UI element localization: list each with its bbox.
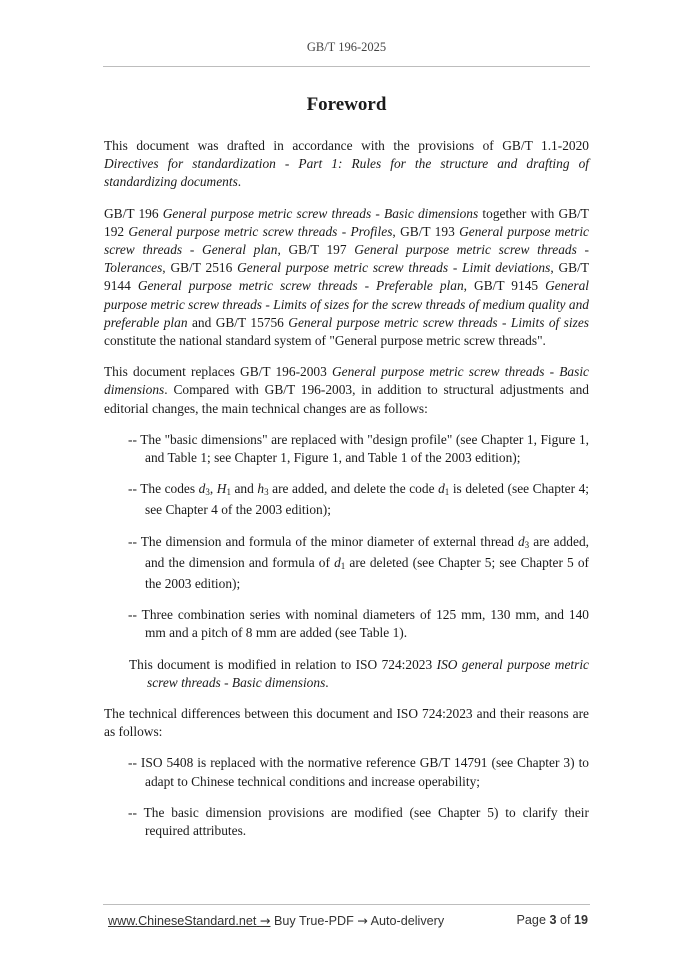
- text-run: This document replaces GB/T 196-2003: [104, 364, 332, 380]
- symbol-d: d: [438, 481, 445, 497]
- arrow-right-icon: →: [259, 913, 271, 928]
- text-run: constitute the national standard system of "General purpose metric screw threads".: [104, 333, 546, 349]
- italic-title: General purpose metric screw threads - Limits of sizes for the screw threads of medium quality and preferable plan: [104, 278, 589, 330]
- italic-title: Directives for standardization - Part 1: Rules for the structure and drafting of standardizing documents: [104, 156, 589, 190]
- italic-title: General purpose metric screw threads - General plan: [104, 223, 590, 258]
- site-link[interactable]: [108, 914, 270, 928]
- site-link-text: www.ChineseStandard.net: [108, 914, 257, 928]
- text-run: is deleted (see Chapter 4; see Chapter 4 of the 2003 edition);: [145, 481, 590, 518]
- italic-title: General purpose metric screw threads - Profiles: [128, 223, 393, 239]
- subscript: 1: [340, 560, 346, 571]
- paragraph-replaces: [104, 363, 589, 418]
- header-doc-code: GB/T 196-2025: [306, 40, 387, 54]
- text-run: are added, and delete the code: [268, 481, 439, 497]
- text-run: together with GB/T 192: [104, 205, 589, 239]
- buy-text: Buy True-PDF: [270, 914, 358, 928]
- document-body: [104, 137, 589, 853]
- symbol-d: d: [198, 481, 206, 497]
- page-title: Foreword: [306, 94, 387, 115]
- italic-title: General purpose metric screw threads - Limits of sizes: [288, 314, 589, 330]
- text-run: GB/T 196: [104, 205, 163, 221]
- italic-title: ISO general purpose metric screw threads - Basic dimensions: [147, 656, 589, 690]
- italic-title: General purpose metric screw threads - Preferable plan: [137, 278, 464, 294]
- subscript: 3: [205, 487, 210, 498]
- italic-title: General purpose metric screw threads - Basic dimensions: [104, 364, 589, 398]
- change-item-design-profile: -- The "basic dimensions" are replaced with "design profile" (see Chapter 1, Figure 1, and Table 1; see Chapter 1, Figure 1, and Table 1 of the 2003 edition);: [128, 431, 589, 466]
- page-number: 3: [549, 913, 557, 927]
- text-run: ,: [209, 481, 217, 497]
- arrow-right-icon: →: [357, 913, 368, 928]
- paragraph-modified-relation: [129, 656, 589, 692]
- symbol-H: H: [216, 481, 227, 497]
- of-label: of: [559, 913, 571, 927]
- subscript: 1: [444, 487, 450, 498]
- subscript: 1: [226, 487, 231, 498]
- symbol-h: h: [257, 481, 265, 497]
- text-run: are deleted (see Chapter 5; see Chapter 5 of the 2003 edition);: [145, 554, 589, 592]
- italic-title: General purpose metric screw threads - Basic dimensions: [162, 205, 479, 221]
- text-run: .: [325, 674, 329, 690]
- text-run: . Compared with GB/T 196-2003, in addition to structural adjustments and editorial changes, the main technical changes are as follows:: [104, 382, 589, 416]
- italic-title: General purpose metric screw threads - Tolerances: [104, 242, 589, 276]
- subscript: 3: [264, 487, 269, 498]
- text-run: are added, and the dimension and formula of: [145, 533, 589, 570]
- symbol-d: d: [517, 533, 525, 549]
- footer-promo: [108, 913, 444, 928]
- text-run: , GB/T 9144: [104, 260, 589, 294]
- total-pages: 19: [573, 913, 588, 927]
- paragraph-technical-differences: The technical differences between this document and ISO 724:2023 and their reasons are as follows:: [104, 706, 589, 740]
- text-run: This document was drafted in accordance with the provisions of GB/T 1.1-2020: [104, 138, 589, 153]
- difference-item-normative-reference: -- ISO 5408 is replaced with the normative reference GB/T 14791 (see Chapter 3) to adapt to Chinese technical conditions and increase operability;: [128, 755, 589, 789]
- text-run: , GB/T 9145: [463, 278, 546, 294]
- change-item-combination-series: -- Three combination series with nominal diameters of 125 mm, 130 mm, and 140 mm and a pitch of 8 mm are added (see Table 1).: [128, 607, 589, 641]
- italic-title: General purpose metric screw threads - Limit deviations: [237, 260, 551, 276]
- symbol-d: d: [334, 554, 341, 570]
- subscript: 3: [524, 539, 530, 550]
- delivery-text: Auto-delivery: [367, 914, 445, 928]
- text-run: -- The dimension and formula of the minor diameter of external thread: [128, 533, 518, 549]
- change-item-codes: [128, 480, 589, 519]
- text-run: and: [230, 481, 258, 497]
- text-run: -- The codes: [128, 481, 199, 497]
- page-label: Page: [516, 913, 546, 927]
- text-run: , GB/T 197: [277, 242, 355, 258]
- paragraph-drafting: [104, 137, 589, 192]
- change-item-minor-diameter: [128, 533, 589, 594]
- paragraph-standard-system: [104, 205, 589, 351]
- difference-item-basic-dimension: -- The basic dimension provisions are modified (see Chapter 5) to clarify their required attributes.: [128, 804, 589, 839]
- text-run: This document is modified in relation to ISO 724:2023: [129, 656, 437, 672]
- text-run: .: [237, 174, 242, 190]
- page-indicator: [517, 913, 588, 927]
- header-divider: [103, 66, 590, 67]
- footer-divider: [103, 904, 590, 905]
- text-run: and GB/T 15756: [187, 314, 289, 330]
- text-run: , GB/T 193: [392, 223, 460, 239]
- text-run: , GB/T 2516: [162, 260, 238, 276]
